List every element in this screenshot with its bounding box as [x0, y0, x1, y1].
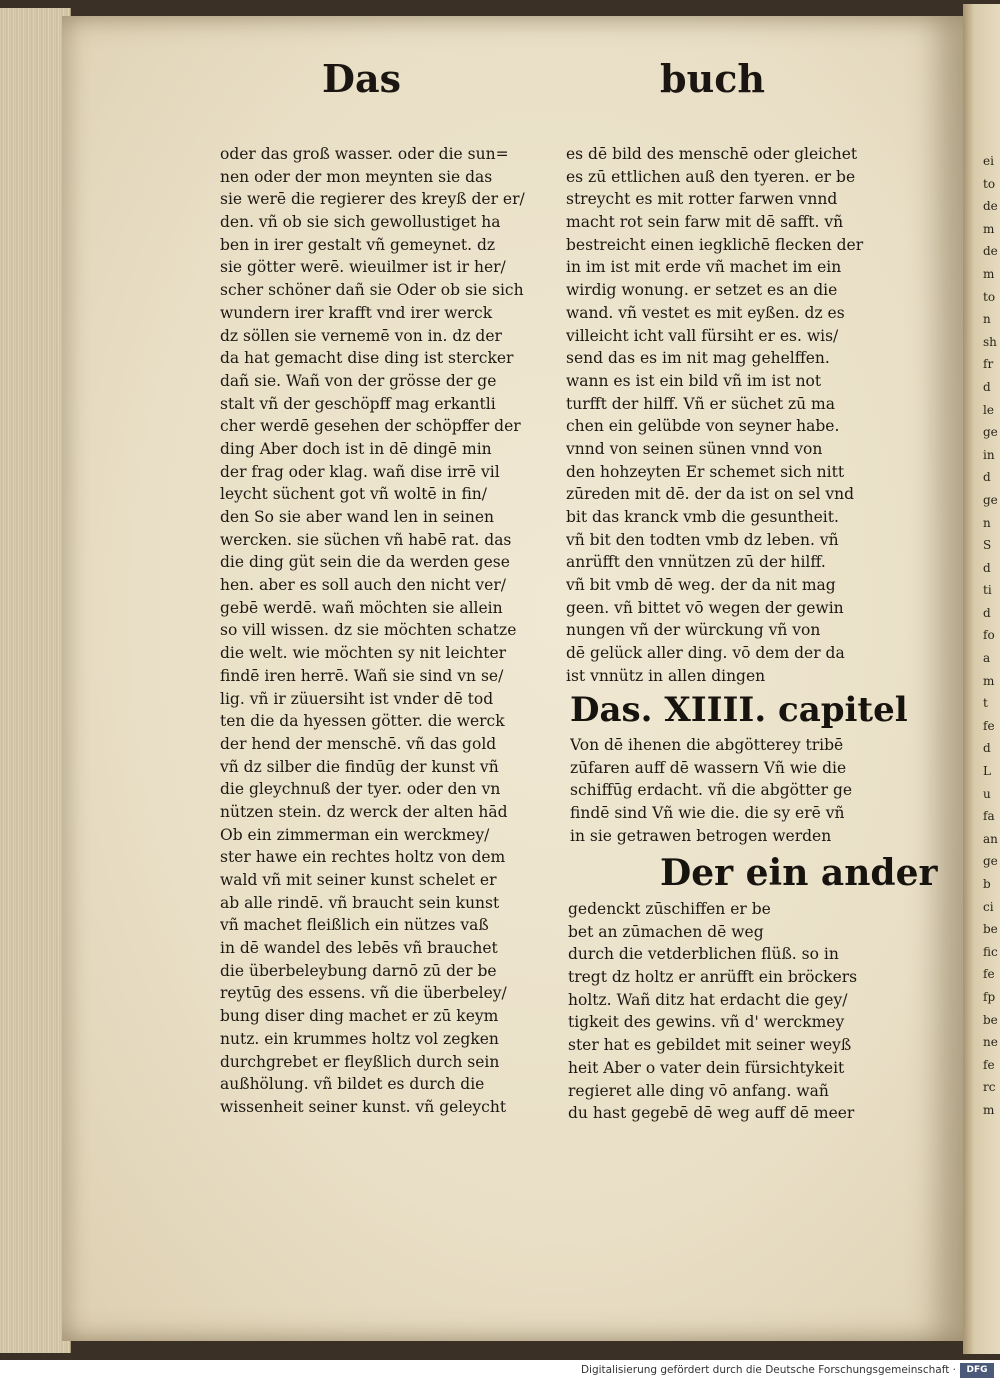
text-line: bestreicht einen iegklichē flecken der	[566, 235, 864, 254]
text-line: vñ bit den todten vmb dz leben. vñ	[566, 530, 839, 549]
next-page-fragment: m	[983, 1102, 995, 1117]
text-line: hen. aber es soll auch den nicht ver/	[220, 576, 506, 595]
footer-bar	[0, 1360, 1000, 1382]
next-page-fragment: m	[983, 673, 995, 688]
next-page-fragment: ge	[983, 492, 998, 507]
text-line: nungen vñ der würckung vñ von	[566, 621, 821, 640]
text-line: anrüfft den vnnützen zū der hilff.	[566, 553, 826, 572]
text-line: heit Aber o vater dein fürsichtykeit	[568, 1058, 845, 1077]
next-page-fragment: a	[983, 651, 991, 666]
next-page-fragment: L	[983, 764, 991, 779]
text-line: der hend der menschē. vñ das gold	[220, 734, 497, 753]
next-page-fragment: d	[983, 470, 991, 485]
next-page-fragment: fa	[983, 809, 995, 824]
text-line: tregt dz holtz er anrüfft ein bröckers	[568, 968, 858, 987]
next-page-fragment: ge	[983, 854, 998, 869]
text-line: findē iren herrē. Wañ sie sind vn se/	[220, 666, 504, 685]
right-text-column-top	[566, 143, 886, 688]
text-line: leycht süchent got vñ woltē in fin/	[220, 485, 487, 504]
chapter-heading: Das. XIIII. capitel	[570, 690, 908, 730]
text-line: macht rot sein farw mit dē safft. vñ	[566, 213, 844, 232]
text-line: ab alle rindē. vñ braucht sein kunst	[220, 893, 500, 912]
next-page-fragment: de	[983, 199, 998, 214]
text-line: ist vnnütz in allen dingen	[566, 666, 766, 685]
next-page-fragment: fp	[983, 989, 996, 1004]
next-page-fragment: fe	[983, 967, 995, 982]
next-page-fragment: m	[983, 221, 995, 236]
next-page-fragment: le	[983, 402, 994, 417]
next-page-fragment: to	[983, 289, 996, 304]
text-line: oder das groß wasser. oder die sun=	[220, 145, 509, 163]
text-line: die überbeleybung darnō zū der be	[220, 961, 497, 980]
dfg-logo: DFG	[960, 1363, 994, 1378]
next-page-fragment: d	[983, 560, 991, 575]
next-page-fragment: d	[983, 379, 991, 394]
next-page-fragment: ci	[983, 899, 994, 914]
next-page-fragment: b	[983, 877, 991, 891]
next-page-fragment: m	[983, 266, 995, 281]
text-line: streycht es mit rotter farwen vnnd	[566, 190, 838, 209]
next-page-fragment: ge	[983, 425, 998, 440]
text-line: sie götter werē. wieuilmer ist ir her/	[220, 258, 506, 277]
show-through-text	[240, 52, 255, 98]
text-line: Von dē ihenen die abgötterey tribē	[570, 736, 844, 754]
text-line: wissenheit seiner kunst. vñ geleycht	[220, 1097, 507, 1116]
text-line: turfft der hilff. Vñ er süchet zū ma	[566, 394, 835, 413]
next-page-fragment: t	[983, 696, 988, 711]
text-line: bung diser ding machet er zū keym	[220, 1007, 499, 1026]
text-line: außhölung. vñ bildet es durch die	[220, 1075, 485, 1094]
next-page-fragment: fic	[983, 944, 998, 959]
next-page-fragment: be	[983, 1012, 998, 1027]
text-line: regieret alle ding vō anfang. wañ	[568, 1081, 829, 1100]
text-line: dañ sie. Wañ von der grösse der ge	[220, 371, 497, 390]
text-line: Ob ein zimmerman ein werckmey/	[220, 825, 490, 844]
text-line: vnnd von seinen sünen vnnd von	[566, 439, 823, 458]
right-text-column-bottom	[568, 898, 888, 1125]
text-line: gebē werdē. wañ möchten sie allein	[220, 598, 503, 617]
text-line: schiffūg erdacht. vñ die abgötter ge	[570, 781, 853, 800]
text-line: lig. vñ ir züuersiht ist vnder dē tod	[220, 689, 494, 708]
text-line: scher schöner dañ sie Oder ob sie sich	[220, 281, 524, 300]
text-line: durch die vetderblichen flüß. so in	[568, 945, 839, 964]
next-page-fragment: d	[983, 605, 991, 620]
text-line: in im ist mit erde vñ machet im ein	[566, 258, 842, 277]
next-page-fragment: be	[983, 922, 998, 937]
text-line: geen. vñ bittet vō wegen der gewin	[566, 598, 844, 617]
text-line: du hast gegebē dē weg auff dē meer	[568, 1104, 855, 1123]
text-line: ding Aber doch ist in dē dingē min	[220, 439, 492, 458]
text-line: zūfaren auff dē wassern Vñ wie die	[570, 758, 847, 777]
text-line: reytūg des essens. vñ die überbeley/	[220, 984, 507, 1003]
text-line: send das es im nit mag gehelffen.	[566, 349, 830, 368]
text-line: ster hawe ein rechtes holtz von dem	[220, 848, 506, 867]
text-line: in dē wandel des lebēs vñ brauchet	[220, 939, 498, 958]
text-line: da hat gemacht dise ding ist stercker	[220, 349, 514, 368]
text-line: bet an zūmachen dē weg	[568, 922, 764, 941]
text-line: dē gelück aller ding. vō dem der da	[566, 644, 845, 663]
text-line: vñ machet fleißlich ein nützes vaß	[220, 916, 489, 935]
text-line: nen oder der mon meynten sie das	[220, 167, 493, 186]
text-line: es zū ettlichen auß den tyeren. er be	[566, 167, 856, 186]
text-line: findē sind Vñ wie die. die sy erē vñ	[570, 804, 845, 823]
footer-credit: Digitalisierung gefördert durch die Deutsche Forschungsgemeinschaft ·	[580, 1364, 956, 1376]
text-line: cher werdē gesehen der schöpffer der	[220, 417, 521, 436]
next-page-fragment: d	[983, 741, 991, 756]
text-line: tigkeit des gewins. vñ d' werckmey	[568, 1013, 845, 1032]
next-page-fragment: u	[983, 786, 991, 801]
text-line: zūreden mit dē. der da ist on sel vnd	[566, 485, 854, 504]
text-line: stalt vñ der geschöpff mag erkantli	[220, 394, 496, 413]
running-head-right: buch	[660, 56, 765, 101]
text-line: in sie getrawen betrogen werden	[570, 826, 832, 845]
next-page-fragment: S	[983, 538, 992, 553]
text-line: gedenckt zūschiffen er be	[568, 900, 771, 918]
text-line: wundern irer krafft vnd irer werck	[220, 303, 493, 322]
text-line: ten die da hyessen götter. die werck	[220, 712, 505, 731]
text-line: die ding güt sein die da werden gese	[220, 553, 510, 572]
next-page-fragment: n	[983, 515, 991, 530]
next-page-fragment: fr	[983, 357, 994, 372]
next-page-fragment: ei	[983, 154, 994, 168]
text-line: wirdig wonung. er setzet es an die	[566, 281, 838, 300]
text-line: die welt. wie möchten sy nit leichter	[220, 644, 507, 663]
text-line: chen ein gelübde von seyner habe.	[566, 417, 840, 436]
text-line: villeicht icht vall fürsiht er es. wis/	[566, 326, 839, 345]
text-line: wald vñ mit seiner kunst schelet er	[220, 871, 497, 889]
text-line: nutz. ein krummes holtz vol zegken	[220, 1029, 499, 1048]
next-page-fragment: in	[983, 447, 995, 462]
text-line: wercken. sie süchen vñ habē rat. das	[220, 530, 512, 549]
next-page-fragment: sh	[983, 334, 997, 349]
text-line: den hohzeyten Er schemet sich nitt	[566, 462, 845, 481]
text-line: der frag oder klag. wañ dise irrē vil	[220, 462, 500, 481]
text-line: dz söllen sie vernemē von in. dz der	[220, 326, 502, 345]
next-page-fragment: n	[983, 312, 991, 327]
next-page-fragment: fe	[983, 718, 995, 733]
next-page-fragment: fe	[983, 1057, 995, 1072]
next-page-fragment: ne	[983, 1035, 998, 1050]
text-line: ben in irer gestalt vñ gemeynet. dz	[220, 235, 496, 254]
text-line: sie werē die regierer des kreyß der er/	[220, 190, 525, 209]
text-line: so vill wissen. dz sie möchten schatze	[220, 621, 517, 640]
next-page-fragments	[983, 150, 1000, 1122]
text-line: wand. vñ vestet es mit eyßen. dz es	[566, 303, 845, 322]
text-line: die gleychnuß der tyer. oder den vn	[220, 780, 501, 799]
text-line: ster hat es gebildet mit seiner weyß	[568, 1036, 852, 1055]
chapter-summary	[570, 734, 890, 847]
text-line: den. vñ ob sie sich gewollustiget ha	[220, 213, 501, 232]
next-page-fragment: de	[983, 244, 998, 259]
next-page-fragment: ti	[983, 583, 992, 598]
text-line: vñ bit vmb dē weg. der da nit mag	[566, 576, 836, 595]
text-line: bit das kranck vmb die gesuntheit.	[566, 508, 839, 526]
next-page-fragment: rc	[983, 1080, 996, 1095]
text-line: durchgrebet er fleyßlich durch sein	[220, 1052, 500, 1071]
left-text-column	[220, 143, 540, 1119]
chapter-initial-line: Der ein ander	[660, 852, 938, 894]
running-head-left: Das	[322, 56, 401, 101]
next-page-fragment: fo	[983, 628, 995, 643]
book-page-edges	[0, 8, 71, 1353]
text-line: holtz. Wañ ditz hat erdacht die gey/	[568, 990, 848, 1009]
text-line: es dē bild des menschē oder gleichet	[566, 145, 858, 163]
text-line: nützen stein. dz werck der alten hād	[220, 802, 508, 821]
next-page-fragment: to	[983, 176, 996, 191]
text-line: den So sie aber wand len in seinen	[220, 508, 495, 526]
text-line: wann es ist ein bild vñ im ist not	[566, 371, 822, 390]
text-line: vñ dz silber die findūg der kunst vñ	[220, 757, 499, 776]
next-page-fragment: an	[983, 831, 998, 846]
